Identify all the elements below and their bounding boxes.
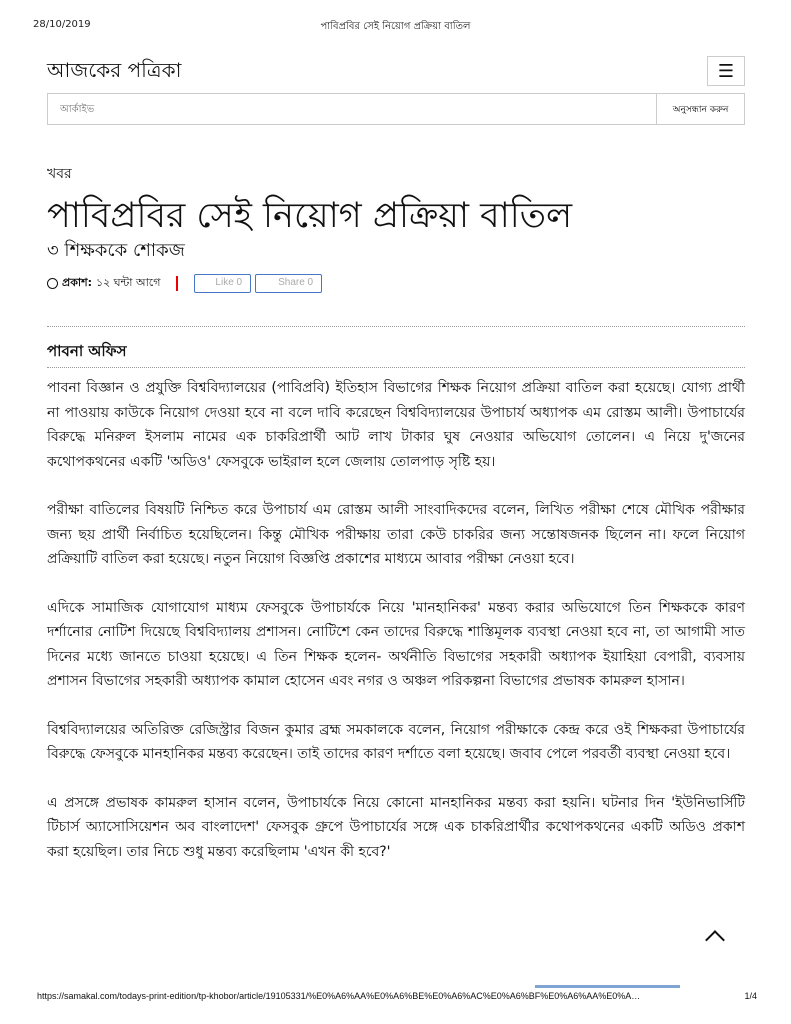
article-title: পাবিপ্রবির সেই নিয়োগ প্রক্রিয়া বাতিল: [47, 196, 573, 236]
divider: [47, 326, 745, 327]
facebook-like-button[interactable]: Like 0: [194, 274, 251, 293]
paragraph: বিশ্ববিদ্যালয়ের অতিরিক্ত রেজিস্ট্রার বিজন কুমার ব্রহ্ম সমকালকে বলেন, নিয়োগ পরীক্ষাকে কেন্দ্র করে ওই শিক্ষকরা উপাচার্যের বিরুদ্ধে ফেসবুকে মানহানিকর মন্তব্য করেছেন। তাই তাদের কারণ দর্শাতে বলা হয়েছে। জবাব পেলে পরবর্তী ব্যবস্থা নেওয়া হবে।: [47, 721, 745, 762]
print-date: 28/10/2019: [33, 19, 91, 30]
paragraph: এদিকে সামাজিক যোগাযোগ মাধ্যম ফেসবুকে উপাচার্যকে নিয়ে 'মানহানিকর' মন্তব্য করার অভিযোগে তিন শিক্ষককে কারণ দর্শানোর নোটিশ দিয়েছে বিশ্ববিদ্যালয় প্রশাসন। নোটিশে কেন তাদের বিরুদ্ধে শাস্তিমূলক ব্যবস্থা নেওয়া হবে না, তা আগামী সাত দিনের মধ্যে জানতে চাওয়া হয়েছে। এ তিন শিক্ষক হলেন- অর্থনীতি বিভাগের সহকারী অধ্যাপক ইয়াহিয়া বেপারী, ব্যবসায় প্রশাসন বিভাগের সহকারী অধ্যাপক কামাল হোসেন এবং নগর ও অঞ্চল পরিকল্পনা বিভাগের প্রভাষক কামরুল হাসান।: [47, 599, 745, 689]
site-logo[interactable]: আজকের পত্রিকা: [47, 58, 182, 82]
hamburger-icon: ☰: [717, 60, 735, 82]
facebook-share-button[interactable]: Share 0: [255, 274, 322, 293]
meta-divider: [176, 276, 178, 291]
byline: পাবনা অফিস: [47, 342, 127, 360]
article-meta: [47, 274, 322, 293]
paragraph: এ প্রসঙ্গে প্রভাষক কামরুল হাসান বলেন, উপাচার্যকে নিয়ে কোনো মানহানিকর মন্তব্য করা হয়নি। ঘটনার দিন 'ইউনিভার্সিটি টিচার্স অ্যাসোসিয়েশন অব বাংলাদেশ' ফেসবুক গ্রুপে উপাচার্যের সঙ্গে এক চাকরিপ্রার্থীর কথোপকথনের একটি অডিও প্রকাশ করা হয়েছিল। তার নিচে শুধু মন্তব্য করেছিলাম 'এখন কী হবে?': [47, 794, 745, 860]
print-title: পাবিপ্রবির সেই নিয়োগ প্রক্রিয়া বাতিল: [320, 21, 471, 32]
clock-icon: [47, 278, 58, 289]
published-time: ১২ ঘন্টা আগে: [96, 276, 161, 289]
scroll-indicator: [535, 985, 680, 988]
paragraph: পাবনা বিজ্ঞান ও প্রযুক্তি বিশ্ববিদ্যালয়ের (পাবিপ্রবি) ইতিহাস বিভাগের শিক্ষক নিয়োগ প্রক্রিয়া বাতিল করা হয়েছে। যোগ্য প্রার্থী না পাওয়ায় কাউকে নিয়োগ দেওয়া হবে না বলে দাবি করেছেন বিশ্ববিদ্যালয়ের উপাচার্য অধ্যাপক এম রোস্তম আলী। উপাচার্যের বিরুদ্ধে মনিরুল ইসলাম নামের এক চাকরিপ্রার্থী আট লাখ টাকার ঘুষ নেওয়ার অভিযোগ তোলেন। এ নিয়ে দু'জনের কথোপকথনের একটি 'অডিও' ফেসবুকে ভাইরাল হলে জেলায় তোলপাড় সৃষ্টি হয়।: [47, 380, 745, 470]
paragraph: পরীক্ষা বাতিলের বিষয়টি নিশ্চিত করে উপাচার্য এম রোস্তম আলী সাংবাদিকদের বলেন, লিখিত পরীক্ষা শেষে মৌখিক পরীক্ষার জন্য ছয় প্রার্থী নির্বাচিত হয়েছিলেন। কিন্তু মৌখিক পরীক্ষায় তারা কেউ চাকরির জন্য সন্তোষজনক ছিলেন না। ফলে নিয়োগ প্রক্রিয়াটি বাতিল করা হয়েছে। নতুন নিয়োগ বিজ্ঞপ্তি প্রকাশের মাধ্যমে আবার পরীক্ষা নেওয়া হবে।: [47, 502, 745, 567]
search-bar: [47, 93, 745, 125]
page-number: 1/4: [744, 991, 757, 1001]
menu-button[interactable]: [707, 56, 745, 86]
article-subtitle: ৩ শিক্ষককে শোকজ: [47, 240, 185, 261]
scroll-to-top-icon[interactable]: [705, 930, 725, 950]
print-footer: [37, 991, 757, 1001]
article-body: [47, 376, 745, 888]
search-button[interactable]: অনুসন্ধান করুন: [656, 94, 744, 124]
published-label: প্রকাশ:: [62, 276, 93, 289]
divider: [47, 367, 745, 368]
category-label[interactable]: খবর: [47, 166, 72, 182]
page-url: https://samakal.com/todays-print-edition/tp-khobor/article/19105331/%E0%A6%AA%E0%A6%BE%E0%A6%AC%E0%A6%BF%E0%A6%AA%E0%A…: [37, 991, 641, 1001]
search-input[interactable]: [48, 94, 656, 124]
